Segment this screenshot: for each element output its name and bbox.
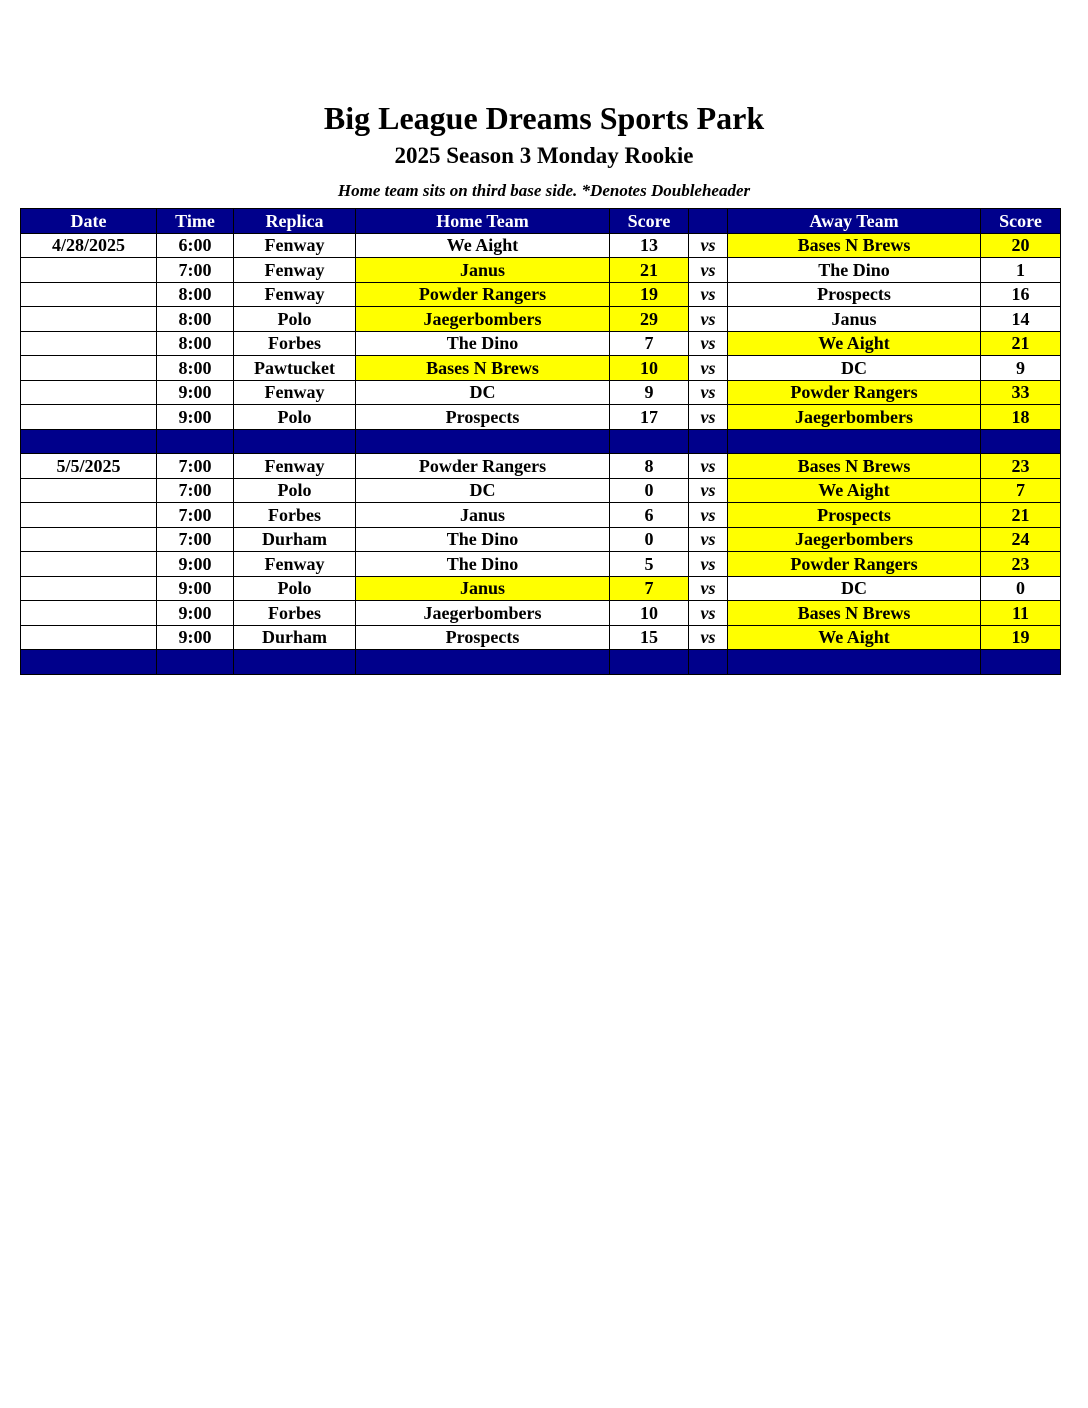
game-time: 8:00	[157, 282, 234, 307]
game-date	[21, 527, 157, 552]
away-score: 20	[981, 233, 1061, 258]
page-subtitle: 2025 Season 3 Monday Rookie	[394, 143, 694, 168]
away-team: Janus	[728, 307, 981, 332]
away-score: 23	[981, 552, 1061, 577]
game-time: 9:00	[157, 405, 234, 430]
away-score: 24	[981, 527, 1061, 552]
away-score: 19	[981, 625, 1061, 650]
away-team: Prospects	[728, 503, 981, 528]
col-header-home-score: Score	[610, 209, 689, 234]
home-team: We Aight	[356, 233, 610, 258]
away-team: Prospects	[728, 282, 981, 307]
home-team: Powder Rangers	[356, 454, 610, 479]
separator-cell	[157, 650, 234, 675]
col-header-home-team: Home Team	[356, 209, 610, 234]
home-score: 8	[610, 454, 689, 479]
game-date: 4/28/2025	[21, 233, 157, 258]
game-replica: Polo	[234, 307, 356, 332]
separator-cell	[157, 429, 234, 454]
separator-cell	[689, 429, 728, 454]
game-replica: Polo	[234, 405, 356, 430]
game-replica: Forbes	[234, 601, 356, 626]
col-header-time: Time	[157, 209, 234, 234]
away-team: DC	[728, 576, 981, 601]
game-replica: Forbes	[234, 503, 356, 528]
game-replica: Fenway	[234, 258, 356, 283]
home-score: 9	[610, 380, 689, 405]
separator-cell	[728, 429, 981, 454]
game-time: 9:00	[157, 380, 234, 405]
home-team: DC	[356, 380, 610, 405]
schedule-table	[20, 208, 1061, 675]
vs-label: vs	[689, 258, 728, 283]
table-row	[21, 625, 1061, 650]
vs-label: vs	[689, 233, 728, 258]
home-team: Jaegerbombers	[356, 307, 610, 332]
separator-cell	[356, 650, 610, 675]
table-row	[21, 576, 1061, 601]
col-header-vs	[689, 209, 728, 234]
separator-cell	[234, 429, 356, 454]
home-score: 0	[610, 478, 689, 503]
game-time: 7:00	[157, 478, 234, 503]
game-replica: Fenway	[234, 282, 356, 307]
vs-label: vs	[689, 552, 728, 577]
game-time: 9:00	[157, 625, 234, 650]
game-time: 9:00	[157, 576, 234, 601]
game-time: 7:00	[157, 258, 234, 283]
home-team: Bases N Brews	[356, 356, 610, 381]
page-title: Big League Dreams Sports Park	[323, 100, 765, 136]
separator-cell	[21, 650, 157, 675]
table-row	[21, 356, 1061, 381]
table-row	[21, 527, 1061, 552]
game-time: 9:00	[157, 552, 234, 577]
game-replica: Fenway	[234, 233, 356, 258]
separator-cell	[21, 429, 157, 454]
away-team: Jaegerbombers	[728, 527, 981, 552]
table-row	[21, 552, 1061, 577]
vs-label: vs	[689, 454, 728, 479]
week-separator-row	[21, 650, 1061, 675]
away-team: We Aight	[728, 331, 981, 356]
home-score: 0	[610, 527, 689, 552]
home-score: 19	[610, 282, 689, 307]
game-date	[21, 625, 157, 650]
home-team: Jaegerbombers	[356, 601, 610, 626]
separator-cell	[728, 650, 981, 675]
vs-label: vs	[689, 601, 728, 626]
vs-label: vs	[689, 356, 728, 381]
away-score: 33	[981, 380, 1061, 405]
game-replica: Fenway	[234, 454, 356, 479]
table-row	[21, 233, 1061, 258]
home-team: The Dino	[356, 331, 610, 356]
col-header-date: Date	[21, 209, 157, 234]
home-team: Janus	[356, 503, 610, 528]
home-team: Janus	[356, 258, 610, 283]
home-score: 10	[610, 356, 689, 381]
col-header-away-team: Away Team	[728, 209, 981, 234]
game-replica: Fenway	[234, 552, 356, 577]
game-time: 6:00	[157, 233, 234, 258]
separator-cell	[356, 429, 610, 454]
col-header-replica: Replica	[234, 209, 356, 234]
home-score: 6	[610, 503, 689, 528]
game-replica: Polo	[234, 478, 356, 503]
away-score: 14	[981, 307, 1061, 332]
table-row	[21, 503, 1061, 528]
away-team: The Dino	[728, 258, 981, 283]
separator-cell	[234, 650, 356, 675]
away-team: Jaegerbombers	[728, 405, 981, 430]
separator-cell	[981, 650, 1061, 675]
game-replica: Fenway	[234, 380, 356, 405]
vs-label: vs	[689, 576, 728, 601]
table-row	[21, 405, 1061, 430]
game-replica: Durham	[234, 527, 356, 552]
game-time: 9:00	[157, 601, 234, 626]
vs-label: vs	[689, 478, 728, 503]
away-score: 7	[981, 478, 1061, 503]
home-score: 29	[610, 307, 689, 332]
home-team: Janus	[356, 576, 610, 601]
table-row	[21, 454, 1061, 479]
game-date	[21, 405, 157, 430]
vs-label: vs	[689, 282, 728, 307]
vs-label: vs	[689, 625, 728, 650]
away-team: DC	[728, 356, 981, 381]
vs-label: vs	[689, 527, 728, 552]
schedule-note: Home team sits on third base side. *Denotes Doubleheader	[337, 181, 751, 200]
separator-cell	[610, 429, 689, 454]
away-team: Powder Rangers	[728, 552, 981, 577]
home-score: 7	[610, 576, 689, 601]
vs-label: vs	[689, 331, 728, 356]
away-team: Bases N Brews	[728, 454, 981, 479]
home-score: 17	[610, 405, 689, 430]
away-score: 16	[981, 282, 1061, 307]
separator-cell	[981, 429, 1061, 454]
home-score: 10	[610, 601, 689, 626]
game-date	[21, 503, 157, 528]
game-replica: Durham	[234, 625, 356, 650]
col-header-away-score: Score	[981, 209, 1061, 234]
vs-label: vs	[689, 405, 728, 430]
game-date	[21, 258, 157, 283]
separator-cell	[689, 650, 728, 675]
table-row	[21, 331, 1061, 356]
table-row	[21, 601, 1061, 626]
vs-label: vs	[689, 503, 728, 528]
table-row	[21, 258, 1061, 283]
away-score: 21	[981, 503, 1061, 528]
table-row	[21, 380, 1061, 405]
game-replica: Polo	[234, 576, 356, 601]
game-time: 8:00	[157, 331, 234, 356]
separator-cell	[610, 650, 689, 675]
game-date	[21, 356, 157, 381]
game-time: 7:00	[157, 454, 234, 479]
game-time: 8:00	[157, 307, 234, 332]
game-date	[21, 552, 157, 577]
away-score: 18	[981, 405, 1061, 430]
game-time: 7:00	[157, 503, 234, 528]
home-team: DC	[356, 478, 610, 503]
away-team: We Aight	[728, 478, 981, 503]
home-score: 21	[610, 258, 689, 283]
game-date: 5/5/2025	[21, 454, 157, 479]
away-score: 11	[981, 601, 1061, 626]
game-date	[21, 380, 157, 405]
week-separator-row	[21, 429, 1061, 454]
game-date	[21, 307, 157, 332]
game-date	[21, 478, 157, 503]
away-score: 0	[981, 576, 1061, 601]
header-row	[21, 209, 1061, 234]
table-row	[21, 478, 1061, 503]
away-score: 9	[981, 356, 1061, 381]
away-score: 23	[981, 454, 1061, 479]
game-replica: Pawtucket	[234, 356, 356, 381]
home-score: 5	[610, 552, 689, 577]
away-team: Bases N Brews	[728, 233, 981, 258]
home-team: Prospects	[356, 405, 610, 430]
home-team: The Dino	[356, 527, 610, 552]
away-score: 21	[981, 331, 1061, 356]
away-team: Powder Rangers	[728, 380, 981, 405]
home-team: Prospects	[356, 625, 610, 650]
away-team: We Aight	[728, 625, 981, 650]
vs-label: vs	[689, 307, 728, 332]
game-date	[21, 576, 157, 601]
table-row	[21, 282, 1061, 307]
home-score: 13	[610, 233, 689, 258]
away-team: Bases N Brews	[728, 601, 981, 626]
home-team: The Dino	[356, 552, 610, 577]
game-time: 7:00	[157, 527, 234, 552]
home-score: 7	[610, 331, 689, 356]
game-date	[21, 331, 157, 356]
game-date	[21, 601, 157, 626]
game-date	[21, 282, 157, 307]
away-score: 1	[981, 258, 1061, 283]
game-time: 8:00	[157, 356, 234, 381]
game-replica: Forbes	[234, 331, 356, 356]
vs-label: vs	[689, 380, 728, 405]
home-team: Powder Rangers	[356, 282, 610, 307]
table-row	[21, 307, 1061, 332]
home-score: 15	[610, 625, 689, 650]
